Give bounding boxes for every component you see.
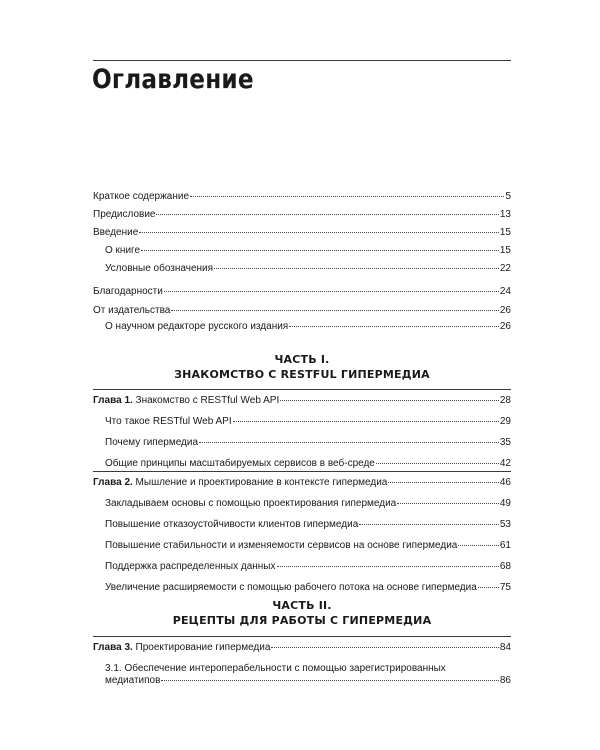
toc-entry-page: 22 — [499, 263, 511, 274]
toc-entry-page: 61 — [499, 540, 511, 551]
toc-entry-page: 26 — [499, 305, 511, 316]
dot-leader — [280, 400, 499, 401]
toc-entry-label: Почему гипермедиа — [105, 437, 199, 448]
toc-entry-label: Общие принципы масштабируемых сервисов в веб-среде — [105, 458, 375, 469]
chapter-rule — [93, 636, 511, 637]
dot-leader — [199, 442, 499, 443]
toc-entry-label: Предисловие — [93, 209, 156, 220]
toc-subentry[interactable] — [93, 498, 511, 510]
toc-entry-label: Повышение стабильности и изменяемости сервисов на основе гипермедиа — [105, 540, 458, 551]
toc-subentry[interactable] — [93, 321, 511, 333]
toc-entry-page: 68 — [499, 561, 511, 572]
toc-subentry[interactable] — [93, 458, 511, 470]
toc-entry-label: 3.1. Обеспечение интероперабельности с помощью зарегистрированных — [105, 663, 446, 674]
toc-subentry[interactable] — [93, 519, 511, 531]
dot-leader — [376, 463, 499, 464]
toc-entry-page: 15 — [499, 227, 511, 238]
toc-entry-page: 35 — [499, 437, 511, 448]
toc-entry-page: 75 — [499, 582, 511, 593]
dot-leader — [171, 310, 499, 311]
toc-subentry[interactable] — [93, 582, 511, 594]
toc-entry[interactable] — [93, 227, 511, 239]
toc-entry-page: 28 — [499, 395, 511, 406]
chapter-prefix: Глава 1. — [93, 395, 133, 406]
toc-entry-page: 13 — [499, 209, 511, 220]
page-title: Оглавление — [92, 64, 254, 95]
part-heading — [93, 352, 511, 382]
part-heading — [93, 598, 511, 628]
dot-leader — [141, 250, 499, 251]
dot-leader — [164, 291, 499, 292]
dot-leader — [478, 587, 499, 588]
toc-subentry[interactable] — [93, 540, 511, 552]
chapter-prefix: Глава 2. — [93, 477, 133, 488]
part-number: ЧАСТЬ I. — [274, 353, 330, 366]
dot-leader — [139, 232, 499, 233]
chapter-prefix: Глава 3. — [93, 642, 133, 653]
toc-entry-label: Краткое содержание — [93, 191, 190, 202]
dot-leader — [388, 482, 499, 483]
toc-entry-page: 49 — [499, 498, 511, 509]
toc-entry-label-continuation: медиатипов — [105, 675, 161, 686]
dot-leader — [156, 214, 498, 215]
chapter-label — [93, 477, 387, 489]
toc-entry-page: 84 — [499, 642, 511, 653]
chapter-title: Мышление и проектирование в контексте гипермедиа — [132, 477, 388, 488]
toc-entry-page: 29 — [499, 416, 511, 427]
dot-leader — [289, 326, 499, 327]
toc-entry-label: Закладываем основы с помощью проектирования гипермедиа — [105, 498, 397, 509]
chapter-rule — [93, 389, 511, 390]
toc-entry-label: Поддержка распределенных данных — [105, 561, 276, 572]
toc-entry-label: О научном редакторе русского издания — [105, 321, 289, 332]
dot-leader — [271, 647, 498, 648]
toc-subentry[interactable] — [93, 263, 511, 275]
toc-entry-page: 24 — [499, 286, 511, 297]
toc-subentry[interactable] — [93, 416, 511, 428]
toc-subentry[interactable] — [93, 437, 511, 449]
toc-entry[interactable] — [93, 286, 511, 298]
toc-subentry[interactable] — [93, 561, 511, 573]
dot-leader — [397, 503, 499, 504]
dot-leader — [233, 421, 499, 422]
toc-entry-label: Условные обозначения — [105, 263, 214, 274]
toc-entry-page: 46 — [499, 477, 511, 488]
toc-entry-page: 42 — [499, 458, 511, 469]
toc-entry-page: 53 — [499, 519, 511, 530]
toc-front-matter — [93, 191, 511, 333]
toc-entry-label: Увеличение расширяемости с помощью рабочего потока на основе гипермедиа — [105, 582, 477, 593]
part-title: ЗНАКОМСТВО С RESTFUL ГИПЕРМЕДИА — [174, 368, 430, 381]
toc-entry-label: Повышение отказоустойчивости клиентов гипермедиа — [105, 519, 359, 530]
toc-entry-page: 86 — [499, 675, 511, 686]
chapter-rule — [93, 471, 511, 472]
toc-entry[interactable] — [93, 209, 511, 221]
toc-entry-page: 15 — [499, 245, 511, 256]
toc-entry-label: От издательства — [93, 305, 171, 316]
toc-entry-page: 26 — [499, 321, 511, 332]
dot-leader — [359, 524, 499, 525]
toc-chapter-1 — [93, 395, 511, 470]
chapter-title: Проектирование гипермедиа — [132, 642, 271, 653]
chapter-title: Знакомство с RESTful Web API — [132, 395, 280, 406]
dot-leader — [161, 680, 498, 681]
chapter-entry[interactable] — [93, 395, 511, 407]
toc-entry-label: Благодарности — [93, 286, 163, 297]
dot-leader — [277, 566, 499, 567]
chapter-entry[interactable] — [93, 642, 511, 654]
dot-leader — [190, 196, 504, 197]
toc-subentry[interactable] — [93, 245, 511, 257]
toc-entry[interactable] — [93, 305, 511, 317]
toc-entry[interactable] — [93, 191, 511, 203]
toc-entry-label: О книге — [105, 245, 141, 256]
toc-chapter-3 — [93, 642, 511, 687]
chapter-label — [93, 642, 270, 654]
chapter-entry[interactable] — [93, 477, 511, 489]
chapter-label — [93, 395, 279, 407]
toc-entry-label: Что такое RESTful Web API — [105, 416, 232, 427]
part-title: РЕЦЕПТЫ ДЛЯ РАБОТЫ С ГИПЕРМЕДИА — [172, 614, 432, 627]
part-number: ЧАСТЬ II. — [272, 599, 332, 612]
toc-subentry[interactable] — [93, 663, 511, 687]
toc-entry-page: 5 — [505, 191, 511, 202]
toc-entry-label: Введение — [93, 227, 139, 238]
dot-leader — [458, 545, 499, 546]
top-rule — [93, 60, 511, 61]
dot-leader — [214, 268, 499, 269]
toc-chapter-2 — [93, 477, 511, 594]
